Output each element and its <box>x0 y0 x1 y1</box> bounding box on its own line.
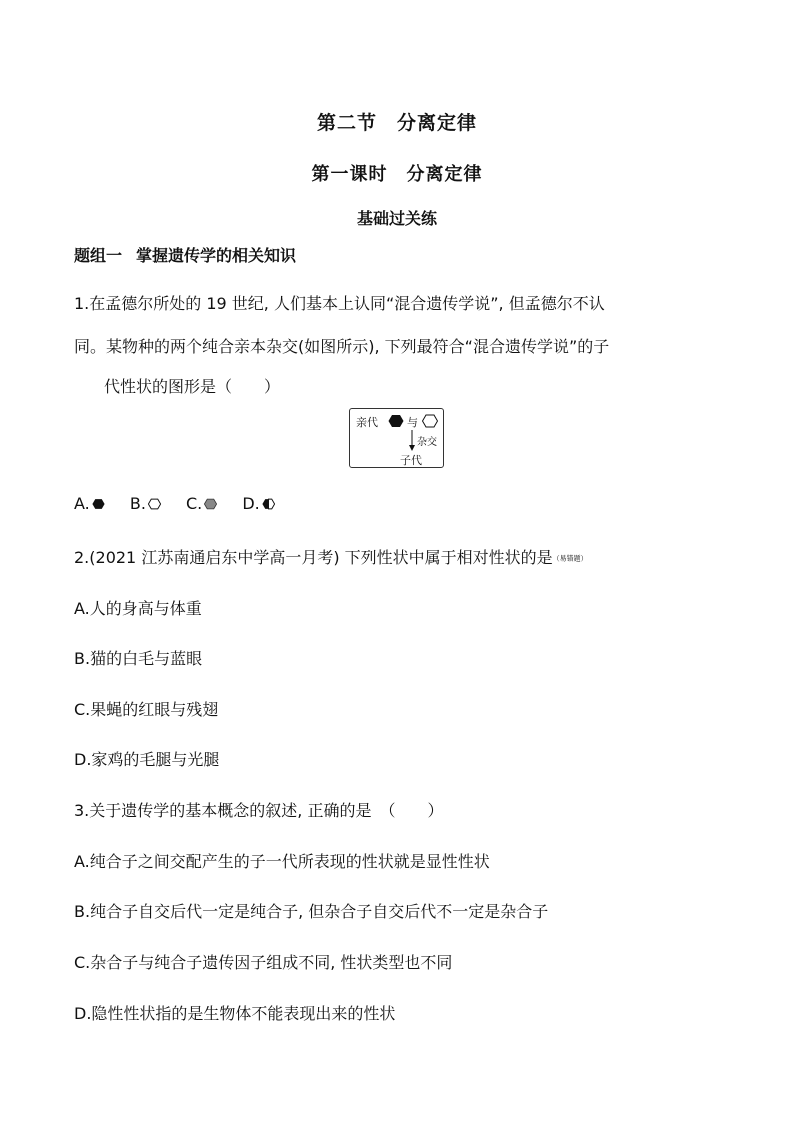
section-heading: 基础过关练 <box>356 209 437 228</box>
offspring-label: 子代 <box>400 454 422 467</box>
q3-option-d[interactable]: D.隐性性状指的是生物体不能表现出来的性状 <box>74 1004 396 1023</box>
q2-option-c[interactable]: C.果蝇的红眼与残翅 <box>74 700 219 719</box>
white-hexagon-icon <box>422 414 438 428</box>
group-text: 掌握遗传学的相关知识 <box>136 246 297 265</box>
half-black-half-white-hexagon-icon <box>262 498 275 510</box>
q1-stem-line2: 同。某物种的两个纯合亲本杂交(如图所示), 下列最符合“混合遗传学说”的子 <box>74 337 610 356</box>
q3-option-b[interactable]: B.纯合子自交后代一定是纯合子, 但杂合子自交后代不一定是杂合子 <box>74 902 549 921</box>
q2-stem: 2.(2021 江苏南通启东中学高一月考) 下列性状中属于相对性状的是（易错题） <box>74 548 588 567</box>
white-hexagon-icon <box>148 498 161 510</box>
black-hexagon-icon <box>92 498 105 510</box>
question-group-heading <box>74 243 296 266</box>
q1-options <box>74 494 295 513</box>
group-label: 题组一 <box>74 246 123 265</box>
cross-arrow-icon <box>407 430 417 452</box>
q1-stem-line1: 1.在孟德尔所处的 19 世纪, 人们基本上认同“混合遗传学说”, 但孟德尔不认 <box>74 294 605 313</box>
q1-stem-line3: 代性状的图形是（ ） <box>104 377 281 396</box>
q2-option-a[interactable]: A.人的身高与体重 <box>74 599 202 618</box>
q2-option-b[interactable]: B.猫的白毛与蓝眼 <box>74 649 203 668</box>
q3-stem: 3.关于遗传学的基本概念的叙述, 正确的是 （ ） <box>74 801 444 820</box>
q1-option-c[interactable]: C. <box>186 494 217 513</box>
and-label: 与 <box>407 416 418 429</box>
q1-option-d[interactable]: D. <box>242 494 274 513</box>
cross-diagram <box>349 408 444 468</box>
q1-option-a[interactable]: A. <box>74 494 105 513</box>
cross-label: 杂交 <box>417 437 437 448</box>
q1-option-b[interactable]: B. <box>130 494 161 513</box>
black-hexagon-icon <box>388 414 404 428</box>
parents-label: 亲代 <box>356 416 378 429</box>
q3-option-c[interactable]: C.杂合子与纯合子遗传因子组成不同, 性状类型也不同 <box>74 953 453 972</box>
gray-hexagon-icon <box>204 498 217 510</box>
page-title: 第二节 分离定律 <box>316 112 477 134</box>
lesson-subtitle: 第一课时 分离定律 <box>311 164 483 185</box>
q3-option-a[interactable]: A.纯合子之间交配产生的子一代所表现的性状就是显性性状 <box>74 852 490 871</box>
q2-tag: （易错题） <box>552 554 588 563</box>
q2-option-d[interactable]: D.家鸡的毛腿与光腿 <box>74 750 220 769</box>
